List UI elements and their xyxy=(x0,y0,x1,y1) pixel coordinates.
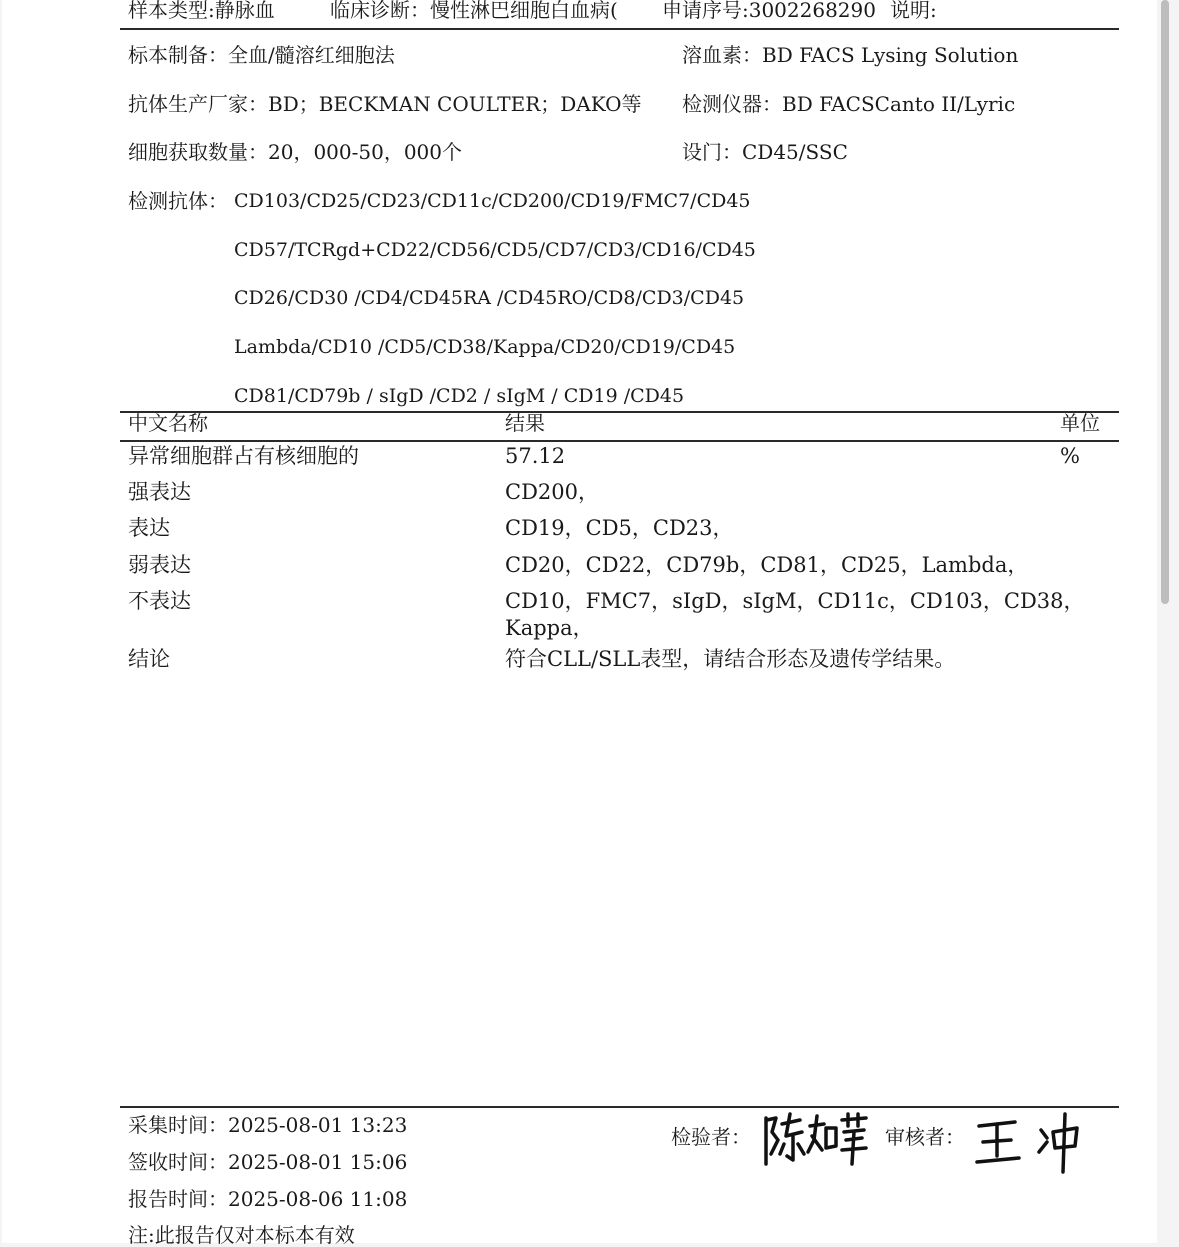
row-result-continued: Kappa， xyxy=(505,616,594,640)
examiner-signature xyxy=(762,1110,872,1170)
reviewer-label: 审核者： xyxy=(885,1125,965,1149)
row-result: CD10，FMC7，sIgD，sIgM，CD11c，CD103，CD38， xyxy=(505,589,1085,613)
row-name: 表达 xyxy=(128,516,170,540)
row-name: 不表达 xyxy=(128,589,191,613)
antibody-vendor: 抗体生产厂家：BD；BECKMAN COULTER；DAKO等 xyxy=(128,92,642,116)
clinical-diagnosis: 临床诊断：慢性淋巴细胞白血病( xyxy=(330,0,618,22)
specimen-type: 样本类型:静脉血 xyxy=(128,0,275,22)
request-number: 申请序号:3002268290 xyxy=(662,0,876,22)
footer-divider xyxy=(120,1106,1119,1108)
antibody-tube-1: CD103/CD25/CD23/CD11c/CD200/CD19/FMC7/CD45 xyxy=(234,190,751,212)
row-result: CD19，CD5，CD23， xyxy=(505,516,734,540)
receive-time: 签收时间：2025-08-01 15:06 xyxy=(128,1150,408,1174)
row-name: 异常细胞群占有核细胞的 xyxy=(128,444,359,468)
note-label: 说明: xyxy=(890,0,937,22)
col-header-name: 中文名称 xyxy=(128,411,208,435)
antibody-tube-2: CD57/TCRgd+CD22/CD56/CD5/CD7/CD3/CD16/CD45 xyxy=(234,239,756,261)
lysis-reagent: 溶血素：BD FACS Lysing Solution xyxy=(682,43,1019,67)
table-top-rule xyxy=(120,411,1119,413)
gating: 设门：CD45/SSC xyxy=(682,140,848,164)
row-result: CD20，CD22，CD79b，CD81，CD25，Lambda， xyxy=(505,553,1029,577)
antibody-label: 检测抗体： xyxy=(128,189,228,213)
row-name: 弱表达 xyxy=(128,553,191,577)
row-result: CD200， xyxy=(505,480,599,504)
row-result: 57.12 xyxy=(505,444,566,468)
table-header-rule xyxy=(120,440,1119,442)
antibody-tube-4: Lambda/CD10 /CD5/CD38/Kappa/CD20/CD19/CD45 xyxy=(234,336,736,358)
report-time: 报告时间：2025-08-06 11:08 xyxy=(128,1187,408,1211)
antibody-tube-3: CD26/CD30 /CD4/CD45RA /CD45RO/CD8/CD3/CD45 xyxy=(234,287,745,309)
vertical-scrollbar[interactable] xyxy=(1161,0,1169,604)
sample-prep: 标本制备：全血/髓溶红细胞法 xyxy=(128,43,395,67)
header-divider xyxy=(120,28,1119,30)
conclusion-label: 结论 xyxy=(128,647,170,671)
row-name: 强表达 xyxy=(128,480,191,504)
conclusion-text: 符合CLL/SLL表型，请结合形态及遗传学结果。 xyxy=(505,647,956,671)
row-unit: % xyxy=(1060,444,1080,468)
instrument: 检测仪器：BD FACSCanto II/Lyric xyxy=(682,92,1016,116)
col-header-unit: 单位 xyxy=(1060,411,1100,435)
disclaimer: 注:此报告仅对本标本有效 xyxy=(128,1223,355,1247)
collect-time: 采集时间：2025-08-01 13:23 xyxy=(128,1113,408,1137)
col-header-result: 结果 xyxy=(505,411,545,435)
examiner-label: 检验者： xyxy=(671,1125,751,1149)
antibody-tube-5: CD81/CD79b / sIgD /CD2 / sIgM / CD19 /CD45 xyxy=(234,385,685,407)
cell-count: 细胞获取数量：20，000-50，000个 xyxy=(128,140,463,164)
reviewer-signature xyxy=(975,1110,1085,1175)
